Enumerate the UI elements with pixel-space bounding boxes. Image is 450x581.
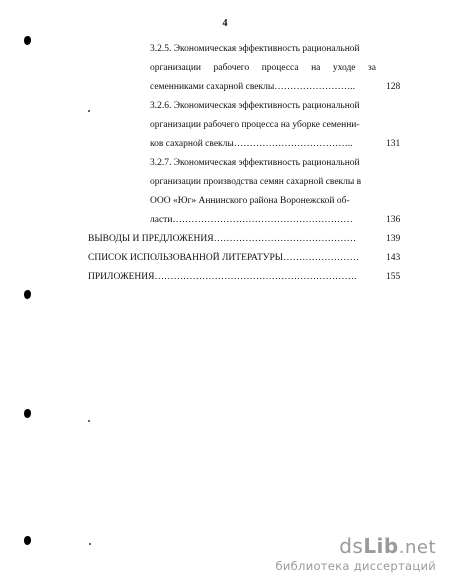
toc-entry-line: СПИСОК ИСПОЛЬЗОВАННОЙ ЛИТЕРАТУРЫ…………………… [88,253,360,263]
toc-page-number: 155 [386,272,401,282]
toc-entry-line: семенниками сахарной свеклы…………………….. [150,82,355,92]
binding-hole-mark [24,409,31,418]
binding-hole-mark [24,290,31,299]
toc-references [88,249,376,268]
toc-entry-3-2-5 [150,40,376,97]
toc-entry-line: ПРИЛОЖЕНИЯ………………………………………………………. [88,272,357,282]
toc-entry-line: 3.2.7. Экономическая эффективность рациональной [150,158,360,168]
toc-entry-line: ООО «Юг» Аннинского района Воронежской об- [150,196,350,206]
watermark-tagline: библиотека диссертаций [275,559,436,573]
toc-entry-line: организации производства семян сахарной свеклы в [150,177,362,187]
toc-entry-3-2-6 [150,97,376,154]
logo-tld: .net [398,537,436,558]
toc-page-number: 128 [386,82,401,92]
scan-speck [89,543,91,545]
logo-main: Lib [363,534,399,558]
toc-entry-line: 3.2.5. Экономическая эффективность рациональной [150,44,360,54]
toc-page-number: 136 [386,215,401,225]
binding-hole-mark [24,36,31,45]
dslib-logo [275,535,436,559]
toc-page-number: 143 [386,253,401,263]
scan-speck [88,110,90,112]
toc-entry-line: ков сахарной свеклы……………………………….. [150,139,353,149]
toc-appendices [88,268,376,287]
toc-entry-line: ласти………………………………………………… [150,215,353,225]
toc-entry-line: ВЫВОДЫ И ПРЕДЛОЖЕНИЯ……………………………………… [88,234,357,244]
toc-entry-line: организации рабочего процесса на уходе за [150,63,376,73]
toc-entry-3-2-7 [150,154,376,230]
toc-entry-line: 3.2.6. Экономическая эффективность рациональной [150,101,360,111]
dslib-watermark [275,535,436,573]
toc-page-number: 131 [386,139,401,149]
binding-hole-mark [24,536,31,545]
page-number: 4 [222,18,228,29]
logo-prefix: ds [339,534,364,558]
toc-conclusions [88,230,376,249]
toc-entry-line: организации рабочего процесса на уборке семенни- [150,120,360,130]
toc-page-number: 139 [386,234,401,244]
scan-speck [88,420,90,422]
